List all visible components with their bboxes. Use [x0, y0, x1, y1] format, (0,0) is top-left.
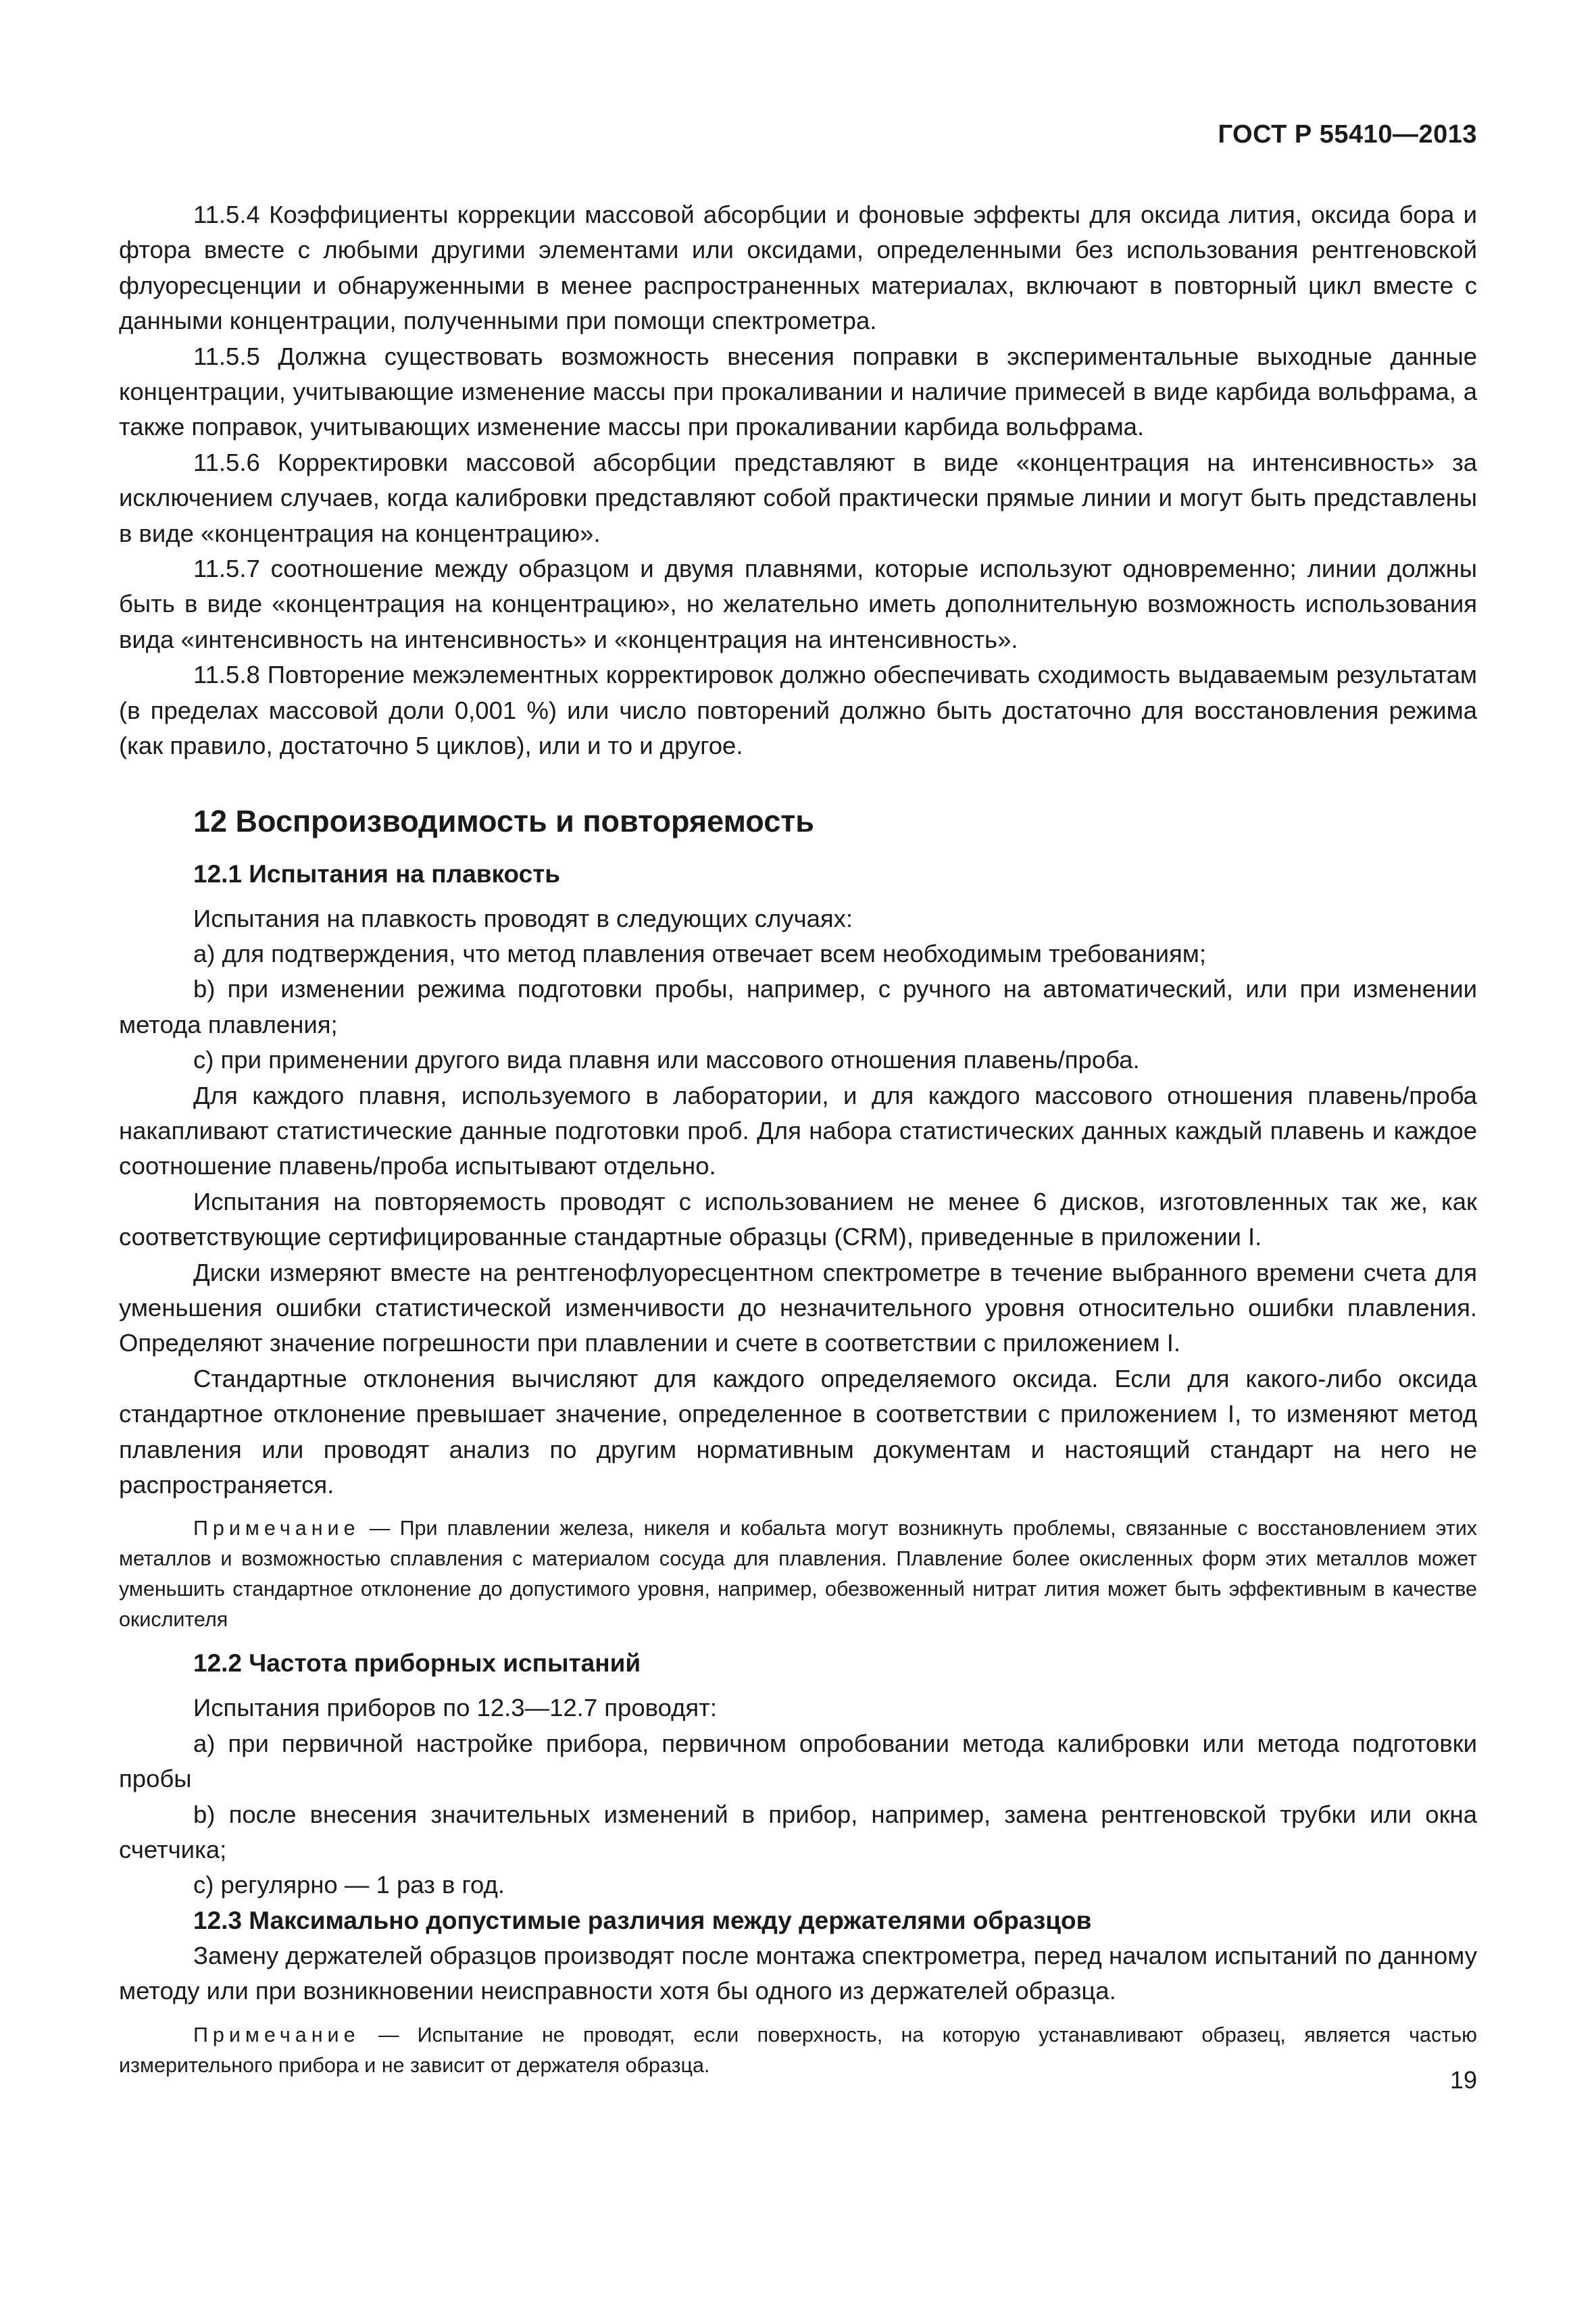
note-12-3	[119, 2020, 1477, 2081]
clause-11-5-5: 11.5.5 Должна существовать возможность внесения поправки в экспериментальные выходные данные концентрации, учитывающие изменение массы при прокаливании и наличие примесей в виде карбида вольфрама, а также поправок, учитывающих изменение массы при прокаливании карбида вольфрама.	[119, 342, 1477, 441]
subsection-12-2-heading: 12.2 Частота приборных испытаний	[193, 1649, 641, 1678]
note-label: Примечание	[193, 1517, 360, 1540]
note-12-1	[119, 1513, 1477, 1635]
document-code-header: ГОСТ Р 55410—2013	[1218, 120, 1477, 149]
subsection-12-1-item-b: b) при изменении режима подготовки пробы, например, с ручного на автоматический, или при изменении метода плавления;	[119, 975, 1477, 1038]
subsection-12-1-paragraph: Испытания на повторяемость проводят с использованием не менее 6 дисков, изготовленных так же, как соответствующие сертифицированные стандартные образцы (CRM), приведенные в приложении I.	[119, 1187, 1477, 1251]
clause-11-5-7: 11.5.7 соотношение между образцом и двумя плавнями, которые используют одновременно; линии должны быть в виде «концентрация на концентрацию», но желательно иметь дополнительную возможность использования вида «интенсивность на интенсивность» и «концентрация на интенсивность».	[119, 555, 1477, 653]
note-text: — При плавлении железа, никеля и кобальта могут возникнуть проблемы, связанные с восстановлением этих металлов и возможностью сплавления с материалом сосуда для плавления. Плавление более окисленных форм этих металлов может уменьшить стандартное отклонение до допустимого уровня, например, обезвоженный нитрат лития может быть эффективным в качестве окислителя	[119, 1517, 1477, 1632]
page-number: 19	[1449, 2066, 1477, 2094]
subsection-12-3-heading: 12.3 Максимально допустимые различия между держателями образцов	[193, 1906, 1092, 1934]
clause-11-5-6: 11.5.6 Корректировки массовой абсорбции представляют в виде «концентрация на интенсивность» за исключением случаев, когда калибровки представляют собой практически прямые линии и могут быть представлены в виде «концентрация на концентрацию».	[119, 448, 1477, 547]
subsection-12-1-heading: 12.1 Испытания на плавкость	[193, 859, 561, 888]
subsection-12-3-paragraph: Замену держателей образцов производят после монтажа спектрометра, перед началом испытаний по данному методу или при возникновении неисправности хотя бы одного из держателей образца.	[119, 1941, 1477, 2005]
document-body	[119, 197, 1477, 2081]
section-12-heading: 12 Воспроизводимость и повторяемость	[193, 803, 814, 838]
subsection-12-1-intro: Испытания на плавкость проводят в следующих случаях:	[193, 904, 853, 932]
subsection-12-2-item-c: c) регулярно — 1 раз в год.	[193, 1871, 505, 1899]
subsection-12-1-item-c: c) при применении другого вида плавня или массового отношения плавень/проба.	[193, 1046, 1140, 1074]
clause-11-5-4: 11.5.4 Коэффициенты коррекции массовой абсорбции и фоновые эффекты для оксида лития, оксида бора и фтора вместе с любыми другими элементами или оксидами, определенными без использования рентгеновской флуоресценции и обнаруженными в менее распространенных материалах, включают в повторный цикл вместе с данными концентрации, полученными при помощи спектрометра.	[119, 201, 1477, 335]
subsection-12-2-item-b: b) после внесения значительных изменений в прибор, например, замена рентгеновской трубки или окна счетчика;	[119, 1800, 1477, 1864]
subsection-12-1-paragraph: Диски измеряют вместе на рентгенофлуоресцентном спектрометре в течение выбранного времени счета для уменьшения ошибки статистической изменчивости до незначительного уровня относительно ошибки плавления. Определяют значение погрешности при плавлении и счете в соответствии с приложением I.	[119, 1258, 1477, 1357]
note-text: — Испытание не проводят, если поверхность, на которую устанавливают образец, является частью измерительного прибора и не зависит от держателя образца.	[119, 2023, 1477, 2077]
subsection-12-1-paragraph: Стандартные отклонения вычисляют для каждого определяемого оксида. Если для какого-либо оксида стандартное отклонение превышает значение, определенное в соответствии с приложением I, то изменяют метод плавления или проводят анализ по другим нормативным документам и настоящий стандарт на него не распространяется.	[119, 1364, 1477, 1499]
subsection-12-2-intro: Испытания приборов по 12.3—12.7 проводят:	[193, 1694, 718, 1722]
note-label: Примечание	[193, 2023, 360, 2046]
clause-11-5-8: 11.5.8 Повторение межэлементных корректировок должно обеспечивать сходимость выдаваемым результатам (в пределах массовой доли 0,001 %) или число повторений должно быть достаточно для восстановления режима (как правило, достаточно 5 циклов), или и то и другое.	[119, 661, 1477, 760]
subsection-12-1-paragraph: Для каждого плавня, используемого в лаборатории, и для каждого массового отношения плавень/проба накапливают статистические данные подготовки проб. Для набора статистических данных каждый плавень и каждое соотношение плавень/проба испытывают отдельно.	[119, 1081, 1477, 1180]
subsection-12-1-item-a: a) для подтверждения, что метод плавления отвечает всем необходимым требованиям;	[193, 939, 1206, 967]
subsection-12-2-item-a: a) при первичной настройке прибора, первичном опробовании метода калибровки или метода подготовки пробы	[119, 1729, 1477, 1793]
